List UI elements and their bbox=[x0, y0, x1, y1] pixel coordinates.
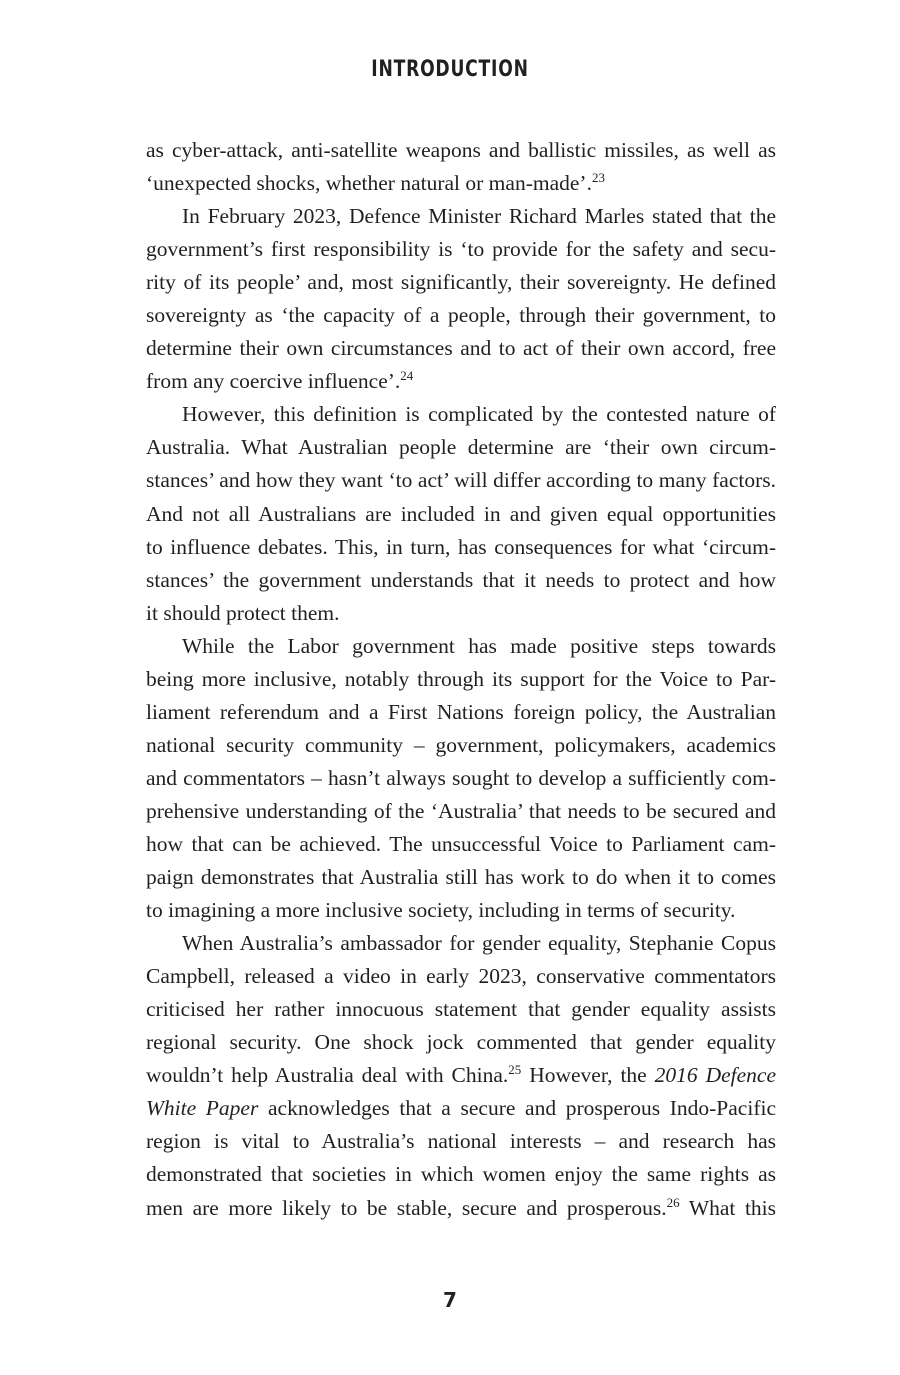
line-text: What this bbox=[679, 1195, 777, 1220]
text-line bbox=[146, 365, 776, 398]
text-line bbox=[146, 266, 776, 299]
paragraph bbox=[146, 200, 776, 398]
line-text: to influence debates. This, in turn, has consequences for what ‘circum- bbox=[146, 534, 776, 559]
line-text: wouldn’t help Australia deal with China. bbox=[146, 1063, 509, 1088]
text-line bbox=[146, 498, 776, 531]
text-line bbox=[146, 1092, 776, 1125]
line-text: national security community – government, policymakers, academics bbox=[146, 732, 776, 757]
text-line bbox=[146, 993, 776, 1026]
text-line bbox=[146, 927, 776, 960]
italic-title: 2016 Defence bbox=[654, 1063, 776, 1088]
text-line bbox=[146, 398, 776, 431]
line-text: men are more likely to be stable, secure and prosperous. bbox=[146, 1195, 667, 1220]
text-line bbox=[146, 1125, 776, 1158]
line-text: Campbell, released a video in early 2023, conservative commentators bbox=[146, 964, 776, 989]
line-text: stances’ and how they want ‘to act’ will differ according to many factors. bbox=[146, 468, 776, 493]
text-line bbox=[146, 332, 776, 365]
page-number: 7 bbox=[443, 1288, 457, 1312]
paragraph bbox=[146, 927, 776, 1224]
paragraph bbox=[146, 134, 776, 200]
text-line bbox=[146, 134, 776, 167]
text-line bbox=[146, 1158, 776, 1191]
text-line bbox=[146, 663, 776, 696]
footnote-marker: 23 bbox=[591, 170, 605, 186]
line-text: prehensive understanding of the ‘Australia’ that needs to be secured and bbox=[146, 798, 776, 823]
line-text: regional security. One shock jock commented that gender equality bbox=[146, 1030, 776, 1055]
line-text: as cyber-attack, anti-satellite weapons and ballistic missiles, as well as bbox=[146, 138, 776, 162]
text-line bbox=[146, 1026, 776, 1059]
text-line bbox=[146, 597, 776, 630]
text-line bbox=[146, 233, 776, 266]
line-text: from any coercive influence’. bbox=[146, 369, 401, 394]
line-text: However, the bbox=[521, 1063, 655, 1088]
text-line bbox=[146, 828, 776, 861]
text-line bbox=[146, 531, 776, 564]
paragraph bbox=[146, 398, 776, 629]
line-text: being more inclusive, notably through its support for the Voice to Par- bbox=[146, 666, 776, 691]
line-text: ‘unexpected shocks, whether natural or man-made’. bbox=[146, 171, 592, 196]
body-text bbox=[146, 134, 776, 1225]
line-text: it should protect them. bbox=[146, 600, 340, 625]
line-text: paign demonstrates that Australia still has work to do when it to comes bbox=[146, 865, 776, 890]
line-text: how that can be achieved. The unsuccessful Voice to Parliament cam- bbox=[146, 831, 776, 856]
line-text: government’s first responsibility is ‘to provide for the safety and secu- bbox=[146, 237, 776, 262]
text-line bbox=[146, 1192, 776, 1225]
line-text: However, this definition is complicated by the contested nature of bbox=[182, 402, 776, 427]
text-line bbox=[146, 630, 776, 663]
line-text: and commentators – hasn’t always sought to develop a sufficiently com- bbox=[146, 765, 776, 790]
footnote-marker: 26 bbox=[666, 1194, 680, 1210]
footnote-marker: 25 bbox=[508, 1062, 522, 1078]
text-line bbox=[146, 795, 776, 828]
text-line bbox=[146, 431, 776, 464]
running-head: INTRODUCTION bbox=[371, 57, 529, 82]
line-text: stances’ the government understands that it needs to protect and how bbox=[146, 567, 776, 592]
text-line bbox=[146, 762, 776, 795]
text-line bbox=[146, 960, 776, 993]
line-text: determine their own circumstances and to act of their own accord, free bbox=[146, 336, 776, 361]
text-line bbox=[146, 729, 776, 762]
line-text: demonstrated that societies in which women enjoy the same rights as bbox=[146, 1162, 776, 1187]
footnote-marker: 24 bbox=[400, 368, 414, 384]
italic-title: White Paper bbox=[146, 1096, 259, 1121]
paragraph bbox=[146, 630, 776, 927]
line-text: When Australia’s ambassador for gender equality, Stephanie Copus bbox=[182, 931, 776, 956]
text-line bbox=[146, 696, 776, 729]
text-line bbox=[146, 464, 776, 497]
line-text: And not all Australians are included in and given equal opportunities bbox=[146, 501, 776, 526]
line-text: In February 2023, Defence Minister Richard Marles stated that the bbox=[182, 204, 776, 229]
line-text: region is vital to Australia’s national interests – and research has bbox=[146, 1129, 776, 1154]
text-line bbox=[146, 167, 776, 200]
line-text: sovereignty as ‘the capacity of a people, through their government, to bbox=[146, 303, 776, 328]
line-text: rity of its people’ and, most significantly, their sovereignty. He defined bbox=[146, 270, 776, 295]
line-text: While the Labor government has made positive steps towards bbox=[182, 633, 776, 658]
line-text: Australia. What Australian people determine are ‘their own circum- bbox=[146, 435, 776, 460]
line-text: acknowledges that a secure and prosperous Indo-Pacific bbox=[258, 1096, 776, 1121]
line-text: criticised her rather innocuous statement that gender equality assists bbox=[146, 997, 776, 1022]
text-line bbox=[146, 1059, 776, 1092]
text-line bbox=[146, 861, 776, 894]
line-text: to imagining a more inclusive society, including in terms of security. bbox=[146, 898, 736, 923]
text-line bbox=[146, 564, 776, 597]
text-line bbox=[146, 894, 776, 927]
text-line bbox=[146, 299, 776, 332]
line-text: liament referendum and a First Nations foreign policy, the Australian bbox=[146, 699, 776, 724]
text-line bbox=[146, 200, 776, 233]
